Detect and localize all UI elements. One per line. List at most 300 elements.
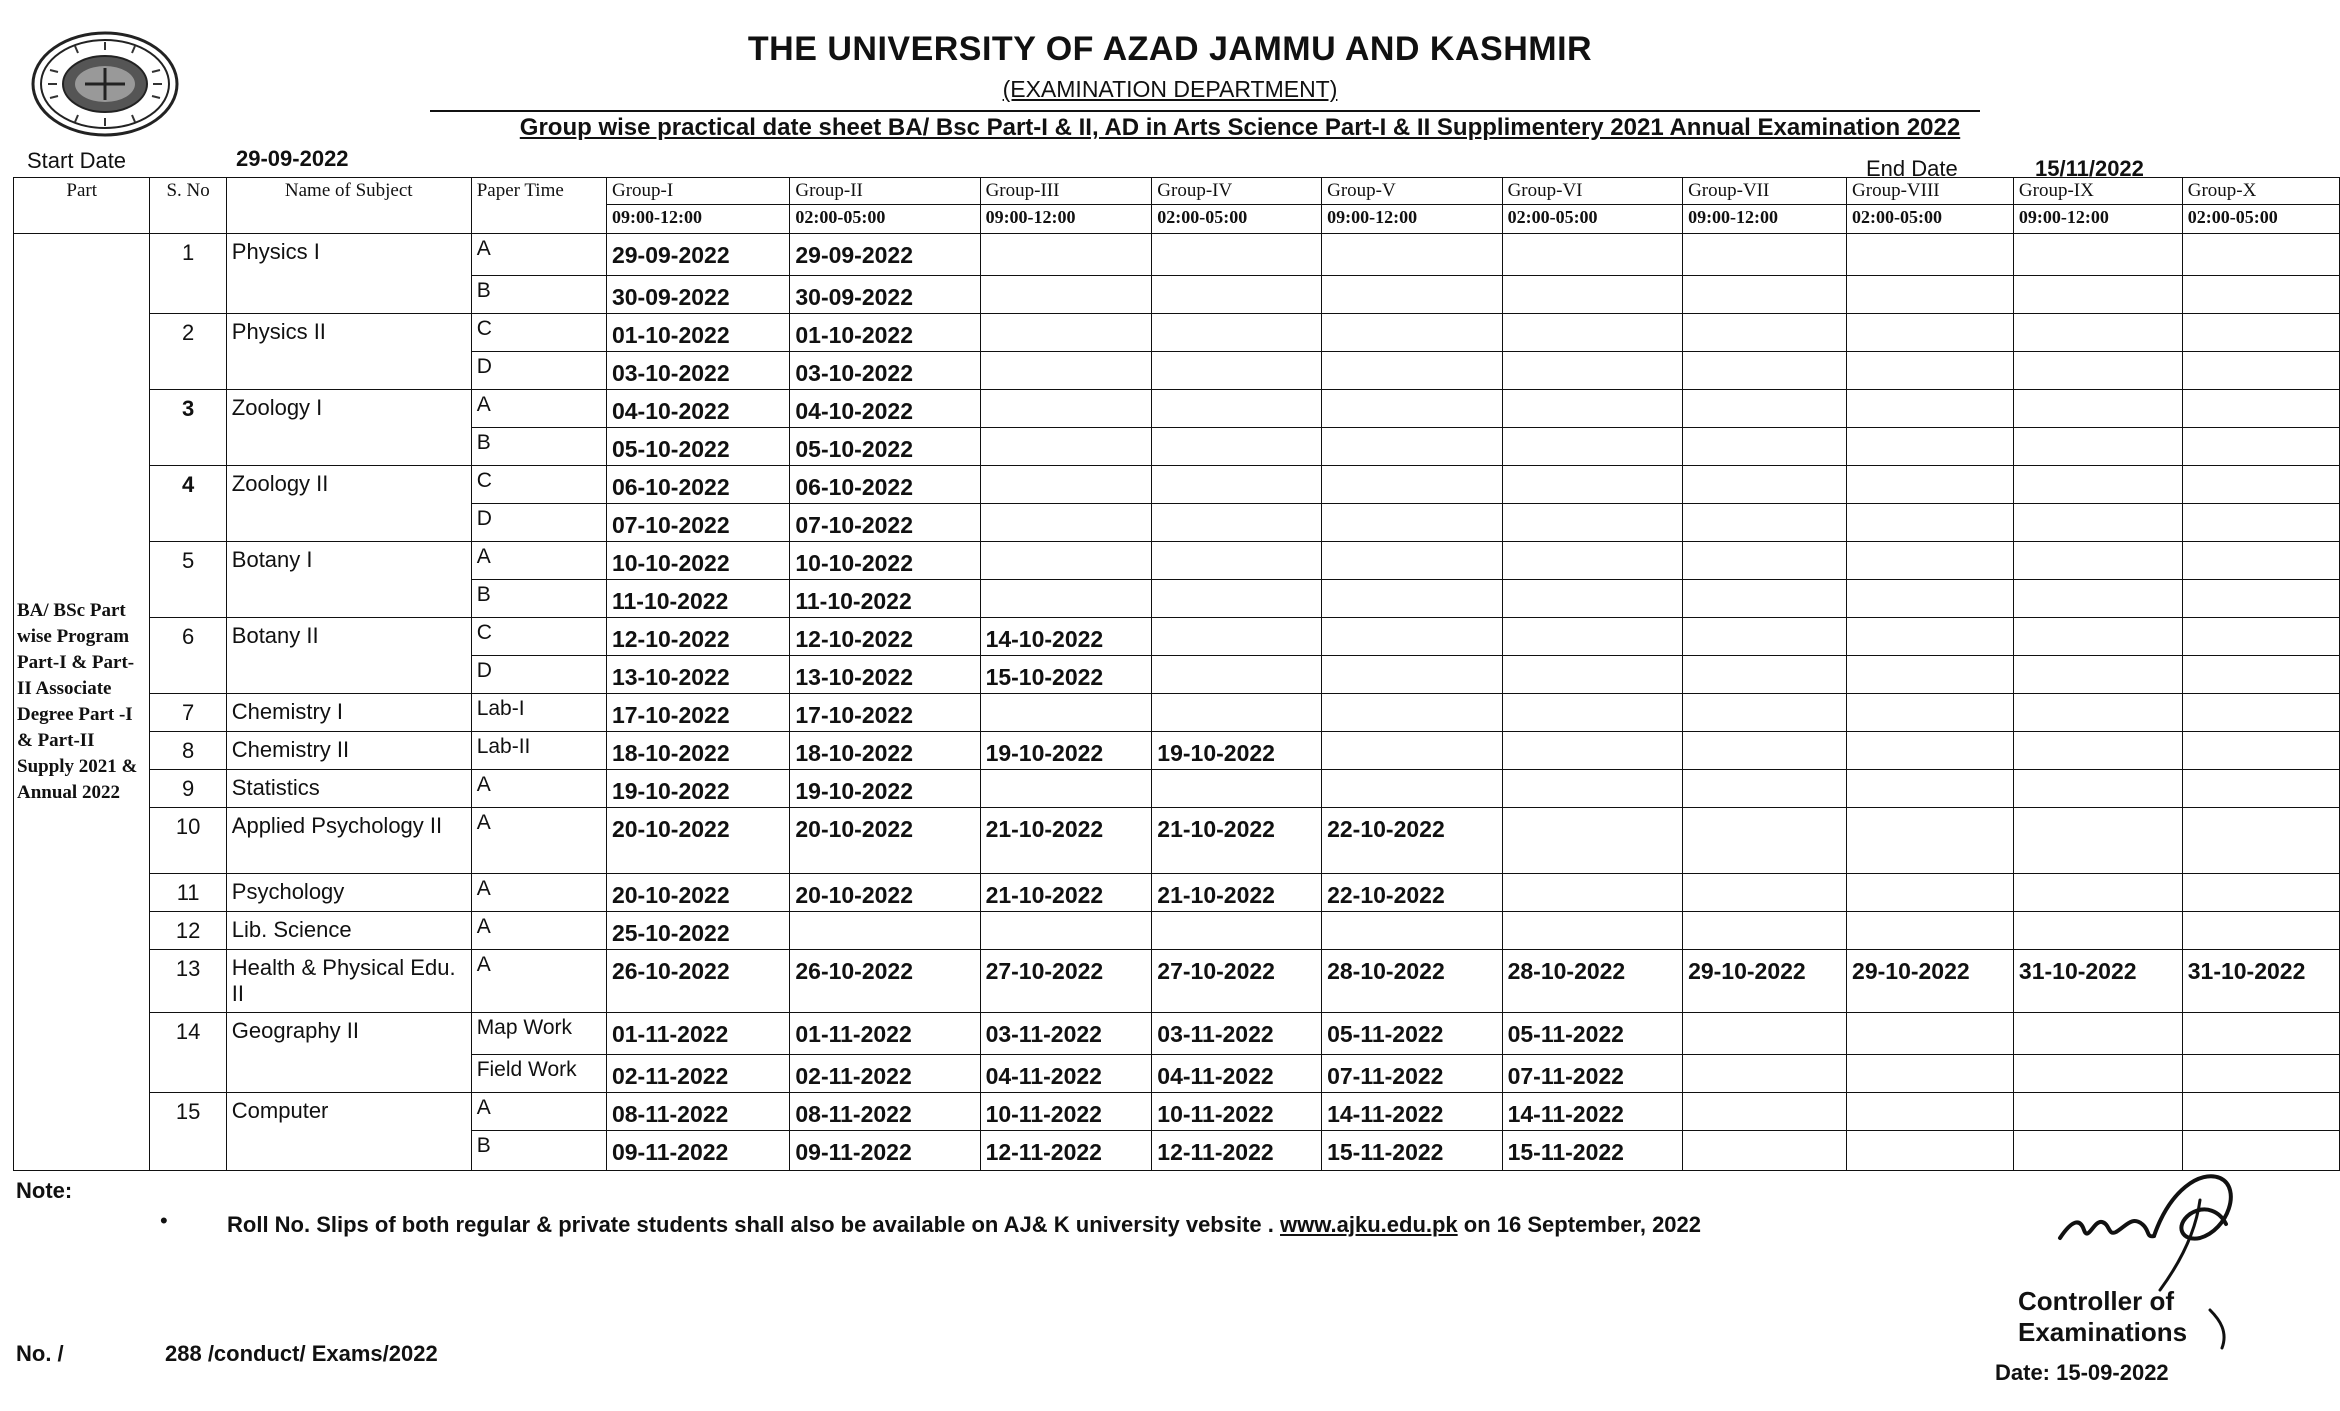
exam-date bbox=[1322, 542, 1502, 580]
exam-date: 03-11-2022 bbox=[980, 1013, 1152, 1055]
department-title: (EXAMINATION DEPARTMENT) bbox=[1002, 76, 1338, 102]
exam-date bbox=[2182, 504, 2339, 542]
paper-code: B bbox=[471, 276, 606, 314]
exam-date bbox=[2013, 580, 2182, 618]
exam-date bbox=[1847, 276, 2014, 314]
header-group: Group-VI bbox=[1502, 178, 1682, 205]
exam-date bbox=[1847, 656, 2014, 694]
exam-date bbox=[2013, 234, 2182, 276]
exam-date: 14-11-2022 bbox=[1502, 1093, 1682, 1131]
paper-code: C bbox=[471, 466, 606, 504]
exam-date bbox=[2182, 314, 2339, 352]
exam-date: 29-09-2022 bbox=[790, 234, 980, 276]
exam-date bbox=[1502, 732, 1682, 770]
paper-code: A bbox=[471, 234, 606, 276]
paper-code: A bbox=[471, 874, 606, 912]
exam-date bbox=[1152, 770, 1322, 808]
exam-date bbox=[1152, 428, 1322, 466]
exam-date bbox=[1683, 234, 1847, 276]
paper-code: A bbox=[471, 1093, 606, 1131]
paper-code: Lab-I bbox=[471, 694, 606, 732]
exam-date: 05-11-2022 bbox=[1322, 1013, 1502, 1055]
serial-number: 7 bbox=[150, 694, 226, 732]
date-sheet-body bbox=[14, 234, 2340, 1171]
exam-date bbox=[1683, 1131, 1847, 1171]
subject-name: Physics II bbox=[226, 314, 471, 390]
exam-date bbox=[1502, 352, 1682, 390]
subject-name: Botany I bbox=[226, 542, 471, 618]
exam-date bbox=[2182, 390, 2339, 428]
exam-date bbox=[2013, 276, 2182, 314]
paper-code: A bbox=[471, 912, 606, 950]
header-time: 09:00-12:00 bbox=[606, 205, 789, 234]
exam-date bbox=[2013, 1055, 2182, 1093]
exam-date: 15-10-2022 bbox=[980, 656, 1152, 694]
paper-code: A bbox=[471, 808, 606, 874]
exam-date: 27-10-2022 bbox=[980, 950, 1152, 1013]
exam-date: 29-09-2022 bbox=[606, 234, 789, 276]
exam-date bbox=[980, 504, 1152, 542]
exam-date: 12-11-2022 bbox=[1152, 1131, 1322, 1171]
exam-date bbox=[980, 542, 1152, 580]
exam-date bbox=[1847, 580, 2014, 618]
serial-number: 4 bbox=[150, 466, 226, 542]
exam-date bbox=[1502, 542, 1682, 580]
note-text-after: on 16 September, 2022 bbox=[1457, 1212, 1702, 1237]
exam-date bbox=[1152, 912, 1322, 950]
exam-date bbox=[1152, 618, 1322, 656]
end-date-label: End Date bbox=[1866, 156, 1958, 181]
exam-date: 18-10-2022 bbox=[606, 732, 789, 770]
exam-date: 30-09-2022 bbox=[790, 276, 980, 314]
exam-date: 14-11-2022 bbox=[1322, 1093, 1502, 1131]
table-row bbox=[14, 912, 2340, 950]
exam-date: 30-09-2022 bbox=[606, 276, 789, 314]
exam-date bbox=[1502, 580, 1682, 618]
exam-date: 29-10-2022 bbox=[1847, 950, 2014, 1013]
exam-date: 11-10-2022 bbox=[606, 580, 789, 618]
header-group: Group-IV bbox=[1152, 178, 1322, 205]
table-row bbox=[14, 542, 2340, 580]
exam-date: 12-10-2022 bbox=[606, 618, 789, 656]
exam-date bbox=[1683, 656, 1847, 694]
exam-date bbox=[2013, 618, 2182, 656]
signature-date: Date: 15-09-2022 bbox=[1995, 1360, 2169, 1385]
serial-number: 13 bbox=[150, 950, 226, 1013]
exam-date bbox=[1683, 1093, 1847, 1131]
exam-date bbox=[1502, 428, 1682, 466]
exam-date: 12-10-2022 bbox=[790, 618, 980, 656]
subject-name: Lib. Science bbox=[226, 912, 471, 950]
exam-date: 17-10-2022 bbox=[606, 694, 789, 732]
table-row bbox=[14, 950, 2340, 1013]
note-bullet: • bbox=[160, 1208, 168, 1233]
header-time: 02:00-05:00 bbox=[1502, 205, 1682, 234]
exam-date bbox=[2013, 1013, 2182, 1055]
paper-code: B bbox=[471, 428, 606, 466]
exam-date: 05-10-2022 bbox=[606, 428, 789, 466]
table-row bbox=[14, 1093, 2340, 1131]
table-row bbox=[14, 466, 2340, 504]
paper-code: A bbox=[471, 770, 606, 808]
exam-date: 03-11-2022 bbox=[1152, 1013, 1322, 1055]
header-row bbox=[14, 178, 2340, 205]
exam-date bbox=[1683, 732, 1847, 770]
exam-date: 07-11-2022 bbox=[1322, 1055, 1502, 1093]
exam-date bbox=[2013, 808, 2182, 874]
serial-number: 5 bbox=[150, 542, 226, 618]
exam-date bbox=[1847, 352, 2014, 390]
exam-date bbox=[2013, 694, 2182, 732]
exam-date: 25-10-2022 bbox=[606, 912, 789, 950]
exam-date bbox=[1683, 276, 1847, 314]
exam-date bbox=[1847, 874, 2014, 912]
exam-date bbox=[1847, 428, 2014, 466]
exam-date bbox=[1683, 874, 1847, 912]
exam-date bbox=[1152, 314, 1322, 352]
exam-date bbox=[2182, 1013, 2339, 1055]
exam-date bbox=[2013, 314, 2182, 352]
exam-date bbox=[1502, 390, 1682, 428]
exam-date bbox=[980, 314, 1152, 352]
exam-date: 05-10-2022 bbox=[790, 428, 980, 466]
exam-date bbox=[1152, 352, 1322, 390]
exam-date: 19-10-2022 bbox=[980, 732, 1152, 770]
exam-date bbox=[1683, 1013, 1847, 1055]
exam-date bbox=[1847, 912, 2014, 950]
exam-date: 02-11-2022 bbox=[606, 1055, 789, 1093]
exam-date bbox=[2013, 656, 2182, 694]
exam-date bbox=[2013, 390, 2182, 428]
exam-date bbox=[1152, 580, 1322, 618]
exam-date bbox=[1847, 808, 2014, 874]
header-group: Group-II bbox=[790, 178, 980, 205]
exam-date: 31-10-2022 bbox=[2013, 950, 2182, 1013]
exam-date bbox=[1683, 912, 1847, 950]
exam-date: 28-10-2022 bbox=[1502, 950, 1682, 1013]
exam-date: 11-10-2022 bbox=[790, 580, 980, 618]
table-row bbox=[14, 874, 2340, 912]
exam-date bbox=[1502, 656, 1682, 694]
exam-date bbox=[1322, 314, 1502, 352]
header-group: Group-V bbox=[1322, 178, 1502, 205]
header-time: 09:00-12:00 bbox=[1322, 205, 1502, 234]
paper-code: C bbox=[471, 618, 606, 656]
reference-label: No. / bbox=[16, 1341, 64, 1366]
serial-number: 10 bbox=[150, 808, 226, 874]
exam-date: 09-11-2022 bbox=[606, 1131, 789, 1171]
header-time: 09:00-12:00 bbox=[2013, 205, 2182, 234]
serial-number: 8 bbox=[150, 732, 226, 770]
header-time: 02:00-05:00 bbox=[790, 205, 980, 234]
exam-date bbox=[1847, 770, 2014, 808]
serial-number: 12 bbox=[150, 912, 226, 950]
exam-date: 26-10-2022 bbox=[606, 950, 789, 1013]
university-title: THE UNIVERSITY OF AZAD JAMMU AND KASHMIR bbox=[747, 30, 1593, 68]
exam-date: 07-11-2022 bbox=[1502, 1055, 1682, 1093]
subject-name: Statistics bbox=[226, 770, 471, 808]
exam-date bbox=[980, 234, 1152, 276]
exam-date bbox=[1322, 276, 1502, 314]
exam-date bbox=[980, 390, 1152, 428]
exam-date: 07-10-2022 bbox=[606, 504, 789, 542]
exam-date bbox=[1322, 428, 1502, 466]
header-paper-time: Paper Time bbox=[471, 178, 606, 234]
serial-number: 15 bbox=[150, 1093, 226, 1171]
exam-date bbox=[980, 466, 1152, 504]
exam-date bbox=[2013, 352, 2182, 390]
exam-date: 21-10-2022 bbox=[1152, 874, 1322, 912]
exam-date bbox=[1847, 390, 2014, 428]
start-date-value: 29-09-2022 bbox=[236, 146, 349, 171]
exam-date: 14-10-2022 bbox=[980, 618, 1152, 656]
exam-date: 09-11-2022 bbox=[790, 1131, 980, 1171]
exam-date: 19-10-2022 bbox=[1152, 732, 1322, 770]
exam-date: 03-10-2022 bbox=[790, 352, 980, 390]
exam-date: 13-10-2022 bbox=[606, 656, 789, 694]
paper-code: C bbox=[471, 314, 606, 352]
paper-code: D bbox=[471, 504, 606, 542]
exam-date: 15-11-2022 bbox=[1502, 1131, 1682, 1171]
part-cell: BA/ BSc Part wise Program Part-I & Part-II Associate Degree Part -I & Part-II Supply 2021 & Annual 2022 bbox=[14, 234, 150, 1171]
paper-code: A bbox=[471, 542, 606, 580]
exam-date bbox=[2182, 234, 2339, 276]
exam-date: 21-10-2022 bbox=[980, 808, 1152, 874]
exam-date bbox=[2182, 694, 2339, 732]
paper-code: A bbox=[471, 390, 606, 428]
exam-date bbox=[1502, 808, 1682, 874]
exam-date bbox=[1502, 694, 1682, 732]
controller-title: Controller of Examinations bbox=[2018, 1286, 2188, 1347]
paper-code: Field Work bbox=[471, 1055, 606, 1093]
exam-date: 15-11-2022 bbox=[1322, 1131, 1502, 1171]
table-row bbox=[14, 732, 2340, 770]
exam-date: 08-11-2022 bbox=[606, 1093, 789, 1131]
exam-date bbox=[2182, 276, 2339, 314]
table-row bbox=[14, 618, 2340, 656]
exam-date bbox=[1152, 390, 1322, 428]
exam-date: 04-10-2022 bbox=[790, 390, 980, 428]
exam-date: 20-10-2022 bbox=[790, 874, 980, 912]
header-subject: Name of Subject bbox=[226, 178, 471, 234]
serial-number: 2 bbox=[150, 314, 226, 390]
exam-date: 06-10-2022 bbox=[606, 466, 789, 504]
exam-date: 22-10-2022 bbox=[1322, 808, 1502, 874]
paper-code: Lab-II bbox=[471, 732, 606, 770]
exam-date: 10-10-2022 bbox=[606, 542, 789, 580]
exam-date: 12-11-2022 bbox=[980, 1131, 1152, 1171]
exam-date: 03-10-2022 bbox=[606, 352, 789, 390]
header-group: Group-VIII bbox=[1847, 178, 2014, 205]
exam-date: 01-11-2022 bbox=[790, 1013, 980, 1055]
table-row bbox=[14, 770, 2340, 808]
exam-date: 20-10-2022 bbox=[790, 808, 980, 874]
exam-date: 21-10-2022 bbox=[980, 874, 1152, 912]
exam-date bbox=[980, 912, 1152, 950]
exam-date bbox=[1322, 770, 1502, 808]
header-group: Group-X bbox=[2182, 178, 2339, 205]
exam-date bbox=[1683, 352, 1847, 390]
exam-date bbox=[1683, 770, 1847, 808]
exam-date bbox=[1847, 1093, 2014, 1131]
exam-date bbox=[2013, 542, 2182, 580]
table-row bbox=[14, 808, 2340, 874]
header-sno: S. No bbox=[150, 178, 226, 234]
exam-date bbox=[1502, 234, 1682, 276]
exam-date bbox=[1683, 504, 1847, 542]
date-sheet-table bbox=[13, 177, 2340, 1171]
exam-date bbox=[1322, 732, 1502, 770]
exam-date bbox=[2182, 656, 2339, 694]
exam-date bbox=[2182, 580, 2339, 618]
paper-code: D bbox=[471, 656, 606, 694]
note-text bbox=[227, 1212, 1701, 1238]
exam-date bbox=[1322, 234, 1502, 276]
exam-date bbox=[2182, 770, 2339, 808]
table-row bbox=[14, 234, 2340, 276]
subject-name: Psychology bbox=[226, 874, 471, 912]
header-group: Group-III bbox=[980, 178, 1152, 205]
exam-date bbox=[1502, 912, 1682, 950]
exam-date bbox=[1322, 352, 1502, 390]
exam-date bbox=[1322, 618, 1502, 656]
exam-date bbox=[2182, 466, 2339, 504]
exam-date bbox=[1502, 874, 1682, 912]
exam-date bbox=[2182, 732, 2339, 770]
header-group: Group-IX bbox=[2013, 178, 2182, 205]
exam-date: 31-10-2022 bbox=[2182, 950, 2339, 1013]
exam-date: 28-10-2022 bbox=[1322, 950, 1502, 1013]
exam-date: 20-10-2022 bbox=[606, 874, 789, 912]
exam-date bbox=[1322, 912, 1502, 950]
paper-code: Map Work bbox=[471, 1013, 606, 1055]
subject-name: Health & Physical Edu. II bbox=[226, 950, 471, 1013]
exam-date bbox=[1847, 504, 2014, 542]
header-group: Group-I bbox=[606, 178, 789, 205]
exam-date bbox=[2182, 352, 2339, 390]
exam-date bbox=[1847, 1055, 2014, 1093]
exam-date: 06-10-2022 bbox=[790, 466, 980, 504]
exam-date: 01-11-2022 bbox=[606, 1013, 789, 1055]
exam-date bbox=[2013, 1093, 2182, 1131]
exam-date bbox=[2013, 874, 2182, 912]
exam-date bbox=[1683, 466, 1847, 504]
exam-date bbox=[1502, 770, 1682, 808]
exam-date bbox=[1152, 542, 1322, 580]
exam-date: 13-10-2022 bbox=[790, 656, 980, 694]
subject-name: Zoology I bbox=[226, 390, 471, 466]
exam-date: 19-10-2022 bbox=[606, 770, 789, 808]
exam-date bbox=[1847, 1013, 2014, 1055]
exam-date bbox=[1322, 390, 1502, 428]
table-row bbox=[14, 390, 2340, 428]
exam-date: 01-10-2022 bbox=[790, 314, 980, 352]
date-sheet-subtitle: Group wise practical date sheet BA/ Bsc Part-I & II, AD in Arts Science Part-I & II Supplimentery 2021 Annual Examination 2022 bbox=[519, 114, 1961, 141]
exam-date bbox=[1847, 542, 2014, 580]
exam-date bbox=[2182, 808, 2339, 874]
exam-date bbox=[1847, 314, 2014, 352]
note-text-before: Roll No. Slips of both regular & private students shall also be available on AJ& K university vebsite . bbox=[227, 1212, 1280, 1237]
exam-date: 04-10-2022 bbox=[606, 390, 789, 428]
exam-date bbox=[2182, 542, 2339, 580]
exam-date bbox=[1683, 808, 1847, 874]
serial-number: 3 bbox=[150, 390, 226, 466]
exam-date bbox=[790, 912, 980, 950]
exam-date bbox=[1152, 504, 1322, 542]
header-part: Part bbox=[14, 178, 150, 234]
exam-date bbox=[1502, 276, 1682, 314]
subject-name: Zoology II bbox=[226, 466, 471, 542]
exam-date bbox=[2013, 504, 2182, 542]
exam-date: 02-11-2022 bbox=[790, 1055, 980, 1093]
subject-name: Chemistry I bbox=[226, 694, 471, 732]
exam-date bbox=[1322, 466, 1502, 504]
exam-date bbox=[980, 770, 1152, 808]
exam-date bbox=[1683, 618, 1847, 656]
paper-code: A bbox=[471, 950, 606, 1013]
exam-date: 04-11-2022 bbox=[980, 1055, 1152, 1093]
header-time: 02:00-05:00 bbox=[2182, 205, 2339, 234]
exam-date bbox=[2182, 428, 2339, 466]
exam-date: 18-10-2022 bbox=[790, 732, 980, 770]
exam-date bbox=[1847, 234, 2014, 276]
exam-date bbox=[1322, 504, 1502, 542]
exam-date bbox=[980, 352, 1152, 390]
note-label: Note: bbox=[16, 1178, 73, 1203]
serial-number: 6 bbox=[150, 618, 226, 694]
exam-date bbox=[1683, 390, 1847, 428]
exam-date: 21-10-2022 bbox=[1152, 808, 1322, 874]
exam-date bbox=[1152, 694, 1322, 732]
exam-date: 26-10-2022 bbox=[790, 950, 980, 1013]
exam-date bbox=[1152, 234, 1322, 276]
serial-number: 9 bbox=[150, 770, 226, 808]
subject-name: Geography II bbox=[226, 1013, 471, 1093]
exam-date bbox=[1152, 656, 1322, 694]
header-time: 09:00-12:00 bbox=[1683, 205, 1847, 234]
subject-name: Applied Psychology II bbox=[226, 808, 471, 874]
subject-name: Physics I bbox=[226, 234, 471, 314]
exam-date: 05-11-2022 bbox=[1502, 1013, 1682, 1055]
subject-name: Computer bbox=[226, 1093, 471, 1171]
exam-date bbox=[1152, 466, 1322, 504]
exam-date bbox=[1683, 580, 1847, 618]
university-website-link[interactable]: www.ajku.edu.pk bbox=[1280, 1212, 1458, 1237]
exam-date: 17-10-2022 bbox=[790, 694, 980, 732]
exam-date bbox=[1683, 428, 1847, 466]
reference-number: 288 /conduct/ Exams/2022 bbox=[165, 1341, 438, 1366]
exam-date bbox=[2182, 874, 2339, 912]
exam-date bbox=[1322, 694, 1502, 732]
header-time: 02:00-05:00 bbox=[1847, 205, 2014, 234]
exam-date bbox=[1847, 732, 2014, 770]
exam-date: 10-10-2022 bbox=[790, 542, 980, 580]
exam-date: 22-10-2022 bbox=[1322, 874, 1502, 912]
table-row bbox=[14, 694, 2340, 732]
subject-name: Botany II bbox=[226, 618, 471, 694]
exam-date: 10-11-2022 bbox=[980, 1093, 1152, 1131]
exam-date: 10-11-2022 bbox=[1152, 1093, 1322, 1131]
exam-date bbox=[2013, 732, 2182, 770]
exam-date: 19-10-2022 bbox=[790, 770, 980, 808]
exam-date bbox=[1847, 694, 2014, 732]
exam-date bbox=[2182, 1055, 2339, 1093]
table-row bbox=[14, 1013, 2340, 1055]
serial-number: 1 bbox=[150, 234, 226, 314]
exam-date bbox=[1683, 694, 1847, 732]
exam-date bbox=[980, 580, 1152, 618]
exam-date: 29-10-2022 bbox=[1683, 950, 1847, 1013]
